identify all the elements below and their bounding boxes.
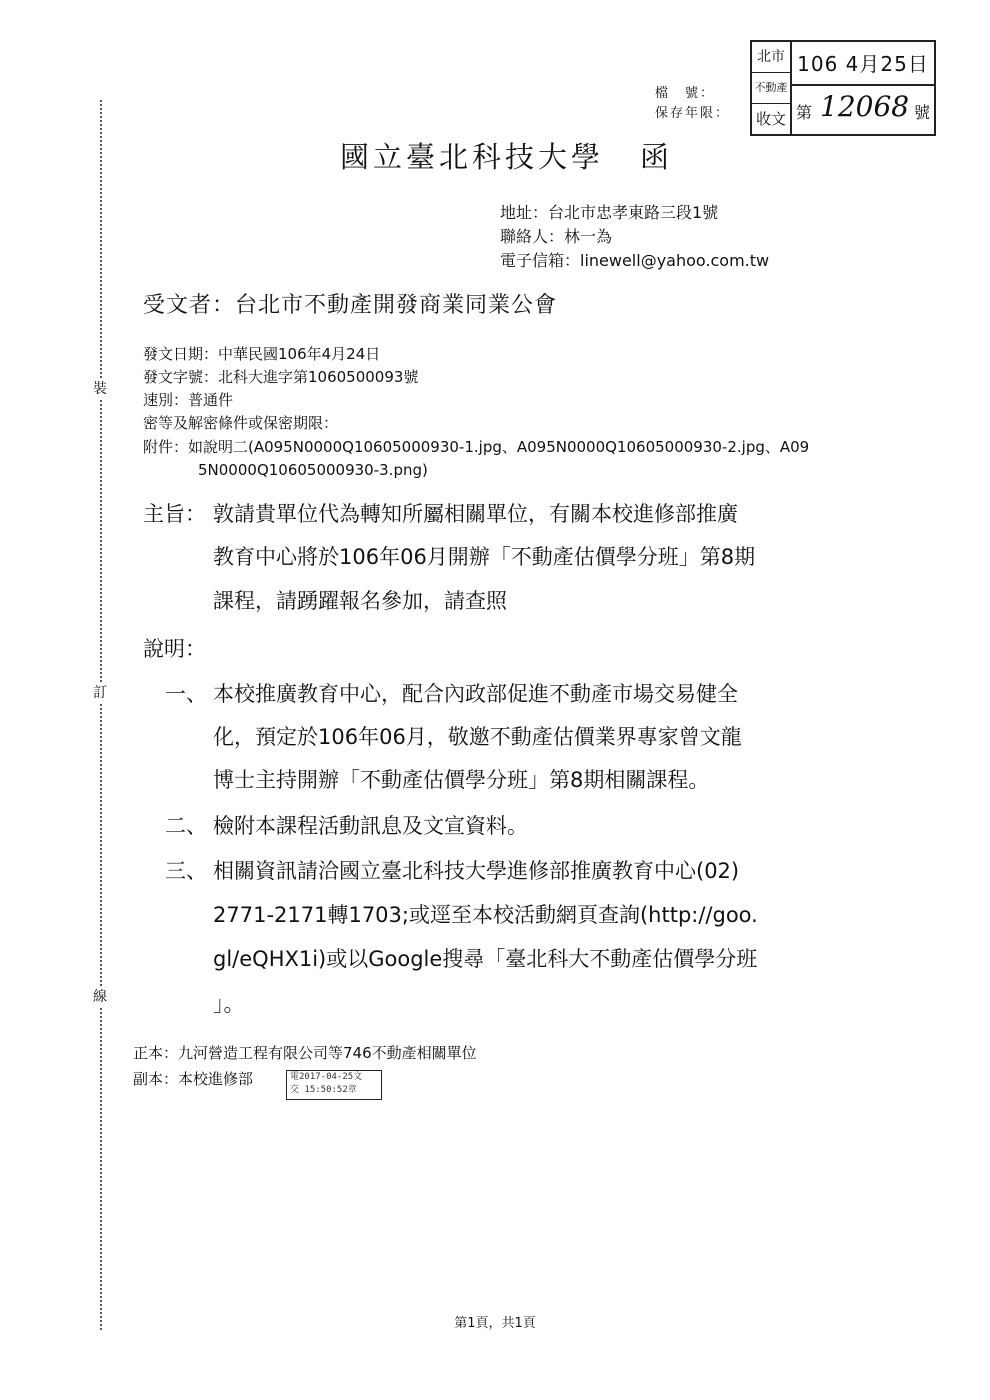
receipt-stamp (750, 40, 936, 136)
explain-item3-line2: 2771-2171轉1703;或逕至本校活動網頁查詢(http://goo. (213, 903, 758, 927)
explain-item1-line1: 本校推廣教育中心，配合內政部促進不動產市場交易健全 (213, 682, 738, 706)
seal-line1: 電2017-04-25文 (290, 1072, 363, 1082)
explain-item3-line3: gl/eQHX1i)或以Google搜尋「臺北科大不動產估價學分班 (213, 947, 758, 971)
subject-line3: 課程，請踴躍報名參加，請查照 (213, 589, 507, 613)
attachments-line1: 附件：如說明二(A095N0000Q10605000930-1.jpg、A095N0000Q10605000930-2.jpg、A09 (143, 438, 810, 456)
file-number-label: 檔 號： (655, 86, 716, 101)
contact-email: 電子信箱：linewell@yahoo.com.tw (500, 251, 770, 270)
explain-item1-line2: 化，預定於106年06月，敬邀不動產估價業界專家曾文龍 (213, 725, 742, 749)
binding-line (100, 100, 102, 1330)
title-doc-type: 函 (640, 140, 674, 174)
stamp-number-prefix: 第 (796, 103, 813, 122)
explain-item1-num: 一、 (165, 682, 207, 706)
stamp-date: 106 4月25日 (792, 42, 934, 86)
explain-item1-line3: 博士主持開辦「不動產估價學分班」第8期相關課程。 (213, 768, 710, 792)
electronic-seal (286, 1070, 382, 1100)
stamp-label-city: 北市 (752, 42, 790, 73)
issue-date: 發文日期：中華民國106年4月24日 (143, 345, 381, 363)
contact-address: 地址：台北市忠孝東路三段1號 (500, 203, 719, 222)
stamp-left-column (752, 42, 792, 134)
stamp-label-receive: 收文 (755, 110, 786, 128)
explain-item3-line1: 相關資訊請洽國立臺北科技大學進修部推廣教育中心(02) (213, 859, 740, 883)
document-title (340, 135, 673, 176)
subject-label: 主旨： (143, 502, 206, 526)
stamp-label-realestate: 不動產 (752, 73, 790, 104)
binding-char-zhuang: 裝 (84, 380, 116, 398)
reference-number: 發文字號：北科大進字第1060500093號 (143, 368, 419, 386)
cc-copy: 副本：本校進修部 (133, 1070, 254, 1088)
binding-char-ding: 訂 (84, 684, 116, 702)
retention-label: 保存年限： (655, 106, 731, 121)
seal-line2: 交 15:50:52章 (290, 1085, 357, 1095)
contact-person: 聯絡人：林一為 (500, 227, 613, 246)
secrecy: 密等及解密條件或保密期限： (143, 414, 339, 432)
stamp-number-suffix: 號 (913, 103, 930, 122)
subject-line1: 敦請貴單位代為轉知所屬相關單位，有關本校進修部推廣 (213, 502, 738, 526)
stamp-number-row (792, 86, 934, 134)
title-org: 國立臺北科技大學 (340, 140, 605, 174)
subject-line2: 教育中心將於106年06月開辦「不動產估價學分班」第8期 (213, 545, 756, 569)
attachments-line2: 5N0000Q10605000930-3.png) (198, 461, 428, 479)
explain-item3-line4: 」。 (213, 992, 245, 1016)
cc-main: 正本：九河營造工程有限公司等746不動產相關單位 (133, 1044, 477, 1062)
recipient: 受文者：台北市不動產開發商業同業公會 (143, 293, 558, 318)
explain-label: 說明： (143, 637, 206, 661)
explain-item2-line1: 檢附本課程活動訊息及文宣資料。 (213, 814, 528, 838)
page-footer: 第1頁，共1頁 (454, 1316, 536, 1331)
explain-item2-num: 二、 (165, 814, 207, 838)
stamp-number: 12068 (820, 90, 910, 123)
explain-item3-num: 三、 (165, 859, 207, 883)
speed: 速別：普通件 (143, 391, 234, 409)
binding-char-xian: 線 (84, 988, 116, 1006)
